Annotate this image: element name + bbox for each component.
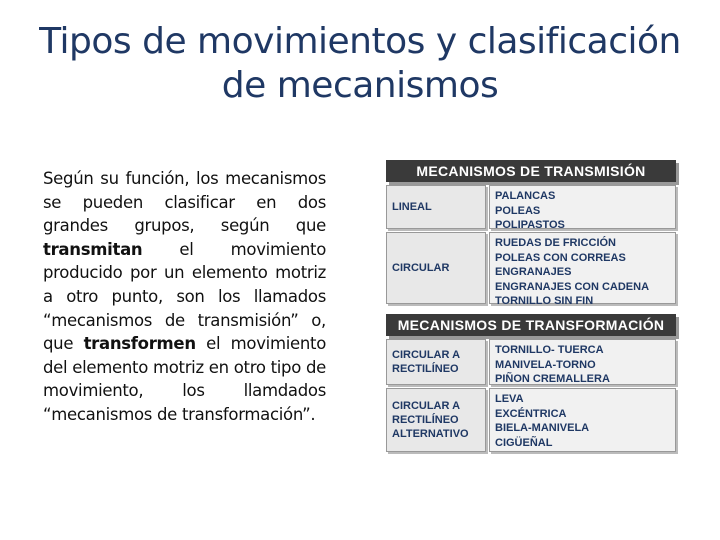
mechanism-item: POLEAS CON CORREAS xyxy=(495,251,626,264)
movement-type-cell: CIRCULAR xyxy=(386,232,486,304)
mechanism-item: ENGRANAJES xyxy=(495,266,572,278)
mechanism-item: MANIVELA-TORNO xyxy=(495,358,596,371)
transformation-table xyxy=(386,314,676,452)
description-bold-transformen: transformen xyxy=(83,334,196,354)
mechanism-item: ENGRANAJES CON CADENA xyxy=(495,280,650,293)
title-line-1: Tipos de movimientos y clasificación xyxy=(39,21,681,62)
page-title xyxy=(0,20,720,108)
table-row xyxy=(386,388,676,452)
mechanism-item: TORNILLO- TUERCA xyxy=(495,344,604,356)
mechanism-item: POLEAS xyxy=(495,204,541,217)
movement-type-line: ALTERNATIVO xyxy=(392,428,469,440)
transformation-table-header: MECANISMOS DE TRANSFORMACIÓN xyxy=(386,314,676,336)
mechanism-list-cell xyxy=(489,185,676,229)
description-text-2: el movimiento producido por un elemento motriz a otro punto, son los llamados “mecanismos de transmisión” o, que xyxy=(43,239,326,354)
table-row xyxy=(386,185,676,229)
description-text-3: el movimiento del elemento motriz en otro tipo de movimiento, los llamdados “mecanismos de transformación”. xyxy=(43,334,326,424)
mechanism-item: PIÑON CREMALLERA xyxy=(495,373,610,385)
table-row xyxy=(386,339,676,385)
movement-type-cell xyxy=(386,339,486,385)
description-paragraph xyxy=(43,167,326,427)
mechanism-item: TORNILLO SIN FIN xyxy=(495,295,594,307)
transmission-table-header: MECANISMOS DE TRANSMISIÓN xyxy=(386,160,676,182)
movement-type-line: CIRCULAR A xyxy=(392,349,461,361)
description-text-1: Según su función, los mecanismos se pueden clasificar en dos grandes grupos, según que xyxy=(43,169,326,236)
movement-type-line: RECTILÍNEO xyxy=(392,414,459,426)
mechanism-list-cell xyxy=(489,339,676,385)
mechanism-item: BIELA-MANIVELA xyxy=(495,422,590,434)
mechanism-item: POLIPASTOS xyxy=(495,219,565,231)
movement-type-line: RECTILÍNEO xyxy=(392,363,459,375)
mechanism-item: EXCÉNTRICA xyxy=(495,407,567,420)
movement-type-line: CIRCULAR A xyxy=(392,400,461,412)
transmission-table xyxy=(386,160,676,307)
movement-type-cell: LINEAL xyxy=(386,185,486,229)
mechanism-item: PALANCAS xyxy=(495,190,556,202)
movement-type-cell xyxy=(386,388,486,452)
mechanism-item: CIGÜEÑAL xyxy=(495,436,553,449)
description-bold-transmitan: transmitan xyxy=(43,239,143,259)
mechanism-list-cell xyxy=(489,388,676,452)
mechanism-item: LEVA xyxy=(495,393,524,405)
mechanism-item: RUEDAS DE FRICCIÓN xyxy=(495,237,617,249)
title-line-2: de mecanismos xyxy=(221,65,499,106)
mechanism-list-cell xyxy=(489,232,676,307)
table-row xyxy=(386,232,676,307)
